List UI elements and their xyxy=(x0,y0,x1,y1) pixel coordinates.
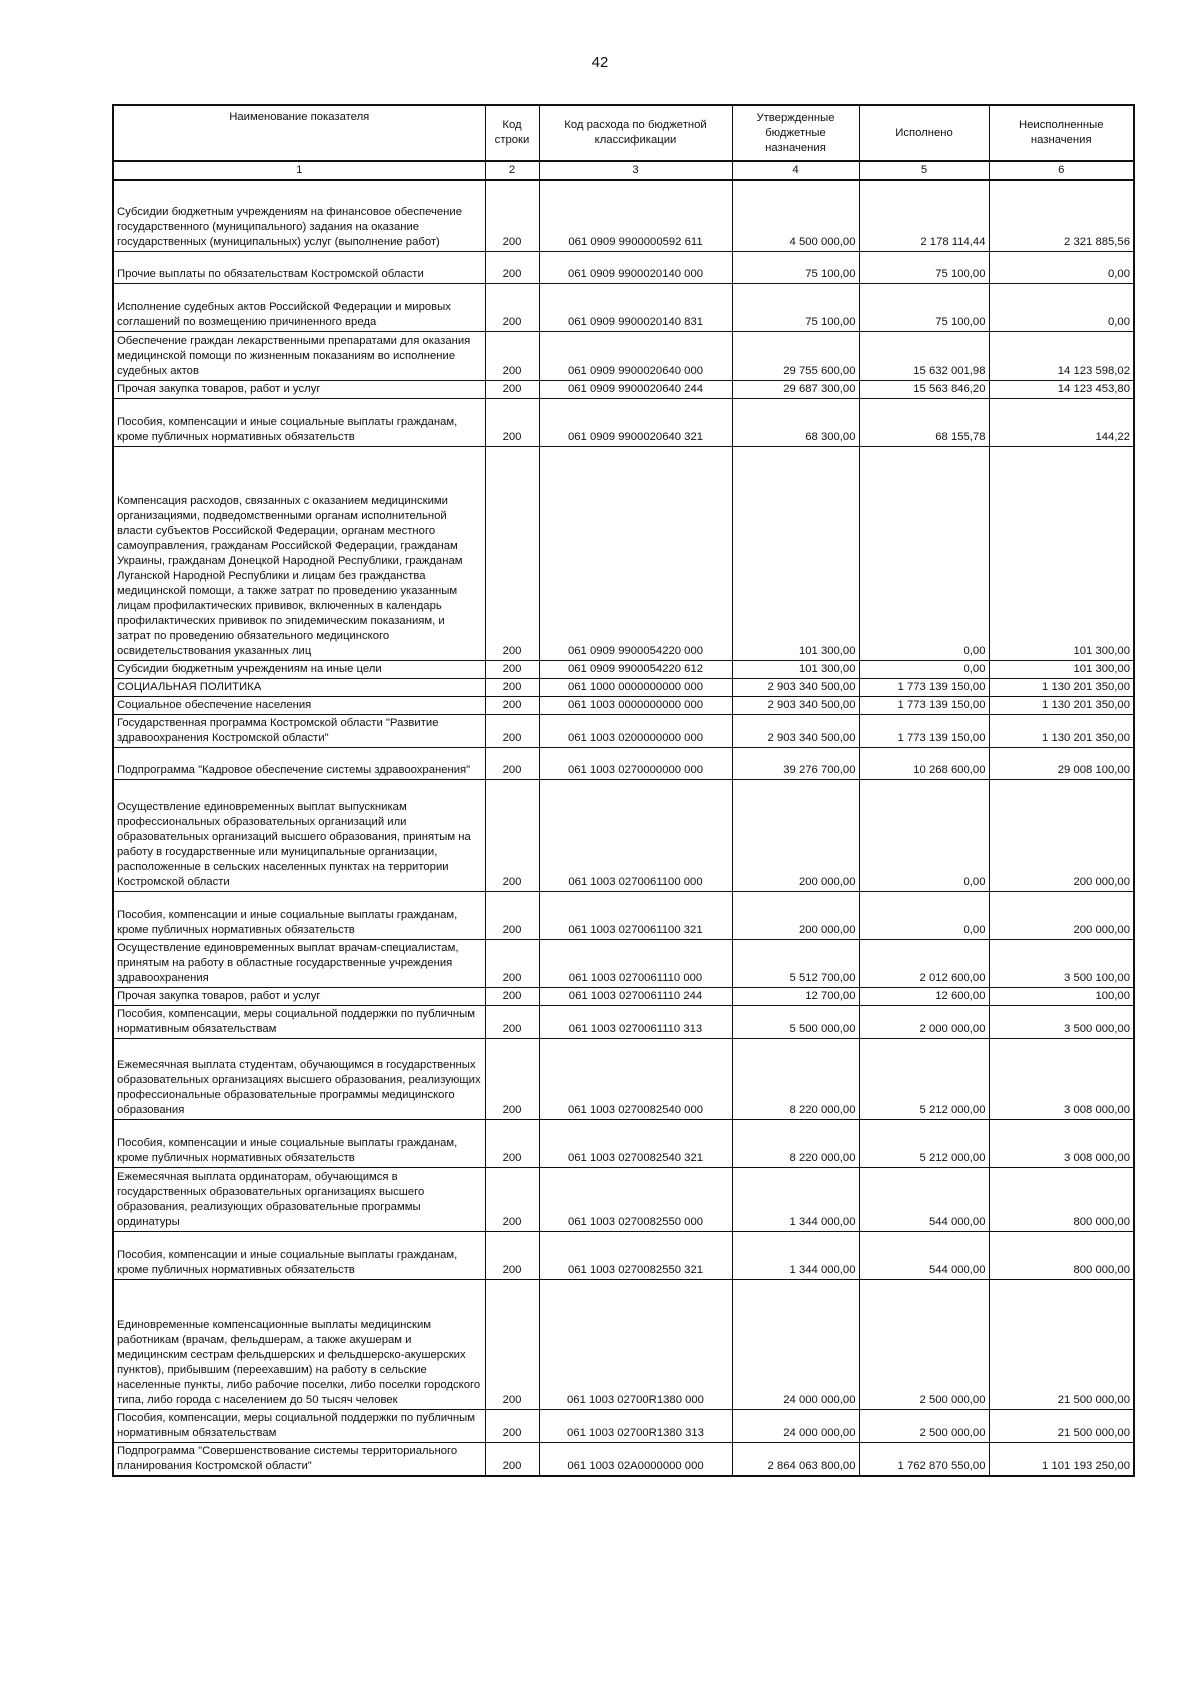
row-unexecuted: 0,00 xyxy=(989,251,1134,283)
header-unexecuted: Неисполненные назначения xyxy=(989,105,1134,161)
row-line-code: 200 xyxy=(485,696,539,714)
row-line-code: 200 xyxy=(485,779,539,891)
table-row xyxy=(113,779,1134,891)
table-row xyxy=(113,660,1134,678)
row-approved: 200 000,00 xyxy=(732,891,859,939)
row-budget-code: 061 1003 0200000000 000 xyxy=(539,714,732,747)
row-approved: 24 000 000,00 xyxy=(732,1409,859,1442)
table-row xyxy=(113,331,1134,380)
header-indicator-name: Наименование показателя xyxy=(113,105,485,161)
row-budget-code: 061 1003 0270061100 321 xyxy=(539,891,732,939)
row-approved: 68 300,00 xyxy=(732,398,859,446)
row-budget-code: 061 1003 0270082540 000 xyxy=(539,1038,732,1119)
row-line-code: 200 xyxy=(485,398,539,446)
row-line-code: 200 xyxy=(485,1119,539,1167)
row-name: Пособия, компенсации, меры социальной поддержки по публичным нормативным обязательствам xyxy=(113,1409,485,1442)
row-budget-code: 061 1003 0270082540 321 xyxy=(539,1119,732,1167)
header-executed: Исполнено xyxy=(859,105,989,161)
row-budget-code: 061 0909 9900020140 831 xyxy=(539,283,732,331)
row-line-code: 200 xyxy=(485,1231,539,1279)
table-row xyxy=(113,1038,1134,1119)
row-name: Государственная программа Костромской области "Развитие здравоохранения Костромской области" xyxy=(113,714,485,747)
row-name: Прочая закупка товаров, работ и услуг xyxy=(113,987,485,1005)
row-approved: 39 276 700,00 xyxy=(732,747,859,779)
column-number: 3 xyxy=(539,161,732,180)
row-name: Пособия, компенсации и иные социальные выплаты гражданам, кроме публичных нормативных обязательств xyxy=(113,398,485,446)
row-approved: 5 500 000,00 xyxy=(732,1005,859,1038)
row-unexecuted: 100,00 xyxy=(989,987,1134,1005)
table-row xyxy=(113,251,1134,283)
table-row xyxy=(113,380,1134,398)
row-budget-code: 061 1003 0270082550 000 xyxy=(539,1167,732,1231)
row-executed: 15 563 846,20 xyxy=(859,380,989,398)
row-line-code: 200 xyxy=(485,747,539,779)
row-unexecuted: 3 500 000,00 xyxy=(989,1005,1134,1038)
row-executed: 5 212 000,00 xyxy=(859,1038,989,1119)
row-unexecuted: 3 008 000,00 xyxy=(989,1119,1134,1167)
row-unexecuted: 3 500 100,00 xyxy=(989,939,1134,987)
row-line-code: 200 xyxy=(485,1167,539,1231)
row-executed: 1 773 139 150,00 xyxy=(859,696,989,714)
row-unexecuted: 144,22 xyxy=(989,398,1134,446)
budget-execution-table xyxy=(112,104,1135,1477)
row-executed: 1 773 139 150,00 xyxy=(859,678,989,696)
row-unexecuted: 800 000,00 xyxy=(989,1167,1134,1231)
row-unexecuted: 2 321 885,56 xyxy=(989,180,1134,251)
row-name: Исполнение судебных актов Российской Федерации и мировых соглашений по возмещению причиненного вреда xyxy=(113,283,485,331)
row-approved: 4 500 000,00 xyxy=(732,180,859,251)
row-name: Осуществление единовременных выплат выпускникам профессиональных образовательных организаций или образовательных организаций высшего образования, принятым на работу в государственные или муниципальные организации, расположенные в сельских населенных пунктах на территории Костромской области xyxy=(113,779,485,891)
table-row xyxy=(113,1119,1134,1167)
row-name: Прочие выплаты по обязательствам Костромской области xyxy=(113,251,485,283)
row-unexecuted: 1 130 201 350,00 xyxy=(989,714,1134,747)
row-name: Пособия, компенсации, меры социальной поддержки по публичным нормативным обязательствам xyxy=(113,1005,485,1038)
row-line-code: 200 xyxy=(485,446,539,660)
row-unexecuted: 200 000,00 xyxy=(989,779,1134,891)
row-unexecuted: 29 008 100,00 xyxy=(989,747,1134,779)
row-line-code: 200 xyxy=(485,891,539,939)
row-unexecuted: 800 000,00 xyxy=(989,1231,1134,1279)
row-approved: 24 000 000,00 xyxy=(732,1279,859,1409)
header-budget-classification-code: Код расхода по бюджетной классификации xyxy=(539,105,732,161)
row-budget-code: 061 1003 0270061110 244 xyxy=(539,987,732,1005)
column-number-row xyxy=(113,161,1134,180)
row-name: Единовременные компенсационные выплаты медицинским работникам (врачам, фельдшерам, а также акушерам и медицинским сестрам фельдшерских и фельдшерско-акушерских пунктов), прибывшим (переехавшим) на работу в сельские населенные пункты, либо рабочие поселки, либо поселки городского типа, либо города с населением до 50 тысяч человек xyxy=(113,1279,485,1409)
row-approved: 2 864 063 800,00 xyxy=(732,1442,859,1476)
row-line-code: 200 xyxy=(485,180,539,251)
row-unexecuted: 14 123 453,80 xyxy=(989,380,1134,398)
row-line-code: 200 xyxy=(485,251,539,283)
table-row xyxy=(113,747,1134,779)
row-executed: 75 100,00 xyxy=(859,251,989,283)
row-line-code: 200 xyxy=(485,1005,539,1038)
row-unexecuted: 14 123 598,02 xyxy=(989,331,1134,380)
column-number: 2 xyxy=(485,161,539,180)
row-name: СОЦИАЛЬНАЯ ПОЛИТИКА xyxy=(113,678,485,696)
table-row xyxy=(113,678,1134,696)
row-executed: 12 600,00 xyxy=(859,987,989,1005)
row-unexecuted: 21 500 000,00 xyxy=(989,1279,1134,1409)
row-line-code: 200 xyxy=(485,1038,539,1119)
row-budget-code: 061 1003 0000000000 000 xyxy=(539,696,732,714)
row-name: Пособия, компенсации и иные социальные выплаты гражданам, кроме публичных нормативных обязательств xyxy=(113,891,485,939)
row-budget-code: 061 1003 02700R1380 313 xyxy=(539,1409,732,1442)
row-unexecuted: 3 008 000,00 xyxy=(989,1038,1134,1119)
column-number: 4 xyxy=(732,161,859,180)
table-row xyxy=(113,939,1134,987)
row-executed: 5 212 000,00 xyxy=(859,1119,989,1167)
row-line-code: 200 xyxy=(485,660,539,678)
column-number: 6 xyxy=(989,161,1134,180)
row-unexecuted: 101 300,00 xyxy=(989,660,1134,678)
row-line-code: 200 xyxy=(485,1279,539,1409)
table-row xyxy=(113,1231,1134,1279)
header-line-code: Код строки xyxy=(485,105,539,161)
table-row xyxy=(113,1409,1134,1442)
row-unexecuted: 200 000,00 xyxy=(989,891,1134,939)
row-line-code: 200 xyxy=(485,987,539,1005)
table-row xyxy=(113,446,1134,660)
row-approved: 8 220 000,00 xyxy=(732,1038,859,1119)
row-name: Подпрограмма "Кадровое обеспечение системы здравоохранения" xyxy=(113,747,485,779)
table-row xyxy=(113,1167,1134,1231)
header-row xyxy=(113,105,1134,161)
table-row xyxy=(113,891,1134,939)
row-name: Субсидии бюджетным учреждениям на финансовое обеспечение государственного (муниципального) задания на оказание государственных (муниципальных) услуг (выполнение работ) xyxy=(113,180,485,251)
table-row xyxy=(113,283,1134,331)
row-name: Ежемесячная выплата студентам, обучающимся в государственных образовательных организациях высшего образования, реализующих профессиональные образовательные программы медицинского образования xyxy=(113,1038,485,1119)
row-line-code: 200 xyxy=(485,678,539,696)
row-budget-code: 061 1003 02А0000000 000 xyxy=(539,1442,732,1476)
row-approved: 2 903 340 500,00 xyxy=(732,714,859,747)
row-line-code: 200 xyxy=(485,939,539,987)
row-budget-code: 061 1003 0270061110 313 xyxy=(539,1005,732,1038)
row-executed: 68 155,78 xyxy=(859,398,989,446)
row-name: Ежемесячная выплата ординаторам, обучающимся в государственных образовательных организациях высшего образования, реализующих образовательные программы ординатуры xyxy=(113,1167,485,1231)
row-unexecuted: 21 500 000,00 xyxy=(989,1409,1134,1442)
table-row xyxy=(113,696,1134,714)
row-approved: 2 903 340 500,00 xyxy=(732,678,859,696)
row-budget-code: 061 1000 0000000000 000 xyxy=(539,678,732,696)
row-approved: 1 344 000,00 xyxy=(732,1167,859,1231)
row-executed: 2 500 000,00 xyxy=(859,1409,989,1442)
row-executed: 75 100,00 xyxy=(859,283,989,331)
row-name: Пособия, компенсации и иные социальные выплаты гражданам, кроме публичных нормативных обязательств xyxy=(113,1119,485,1167)
row-executed: 2 000 000,00 xyxy=(859,1005,989,1038)
row-executed: 544 000,00 xyxy=(859,1167,989,1231)
row-budget-code: 061 1003 0270000000 000 xyxy=(539,747,732,779)
table-row xyxy=(113,1005,1134,1038)
row-budget-code: 061 1003 0270082550 321 xyxy=(539,1231,732,1279)
row-approved: 12 700,00 xyxy=(732,987,859,1005)
row-approved: 1 344 000,00 xyxy=(732,1231,859,1279)
row-approved: 75 100,00 xyxy=(732,251,859,283)
table-row xyxy=(113,714,1134,747)
row-line-code: 200 xyxy=(485,380,539,398)
row-line-code: 200 xyxy=(485,714,539,747)
row-budget-code: 061 0909 9900020640 321 xyxy=(539,398,732,446)
row-name: Прочая закупка товаров, работ и услуг xyxy=(113,380,485,398)
column-number: 1 xyxy=(113,161,485,180)
row-unexecuted: 1 130 201 350,00 xyxy=(989,678,1134,696)
row-budget-code: 061 0909 9900054220 000 xyxy=(539,446,732,660)
row-name: Социальное обеспечение населения xyxy=(113,696,485,714)
row-approved: 101 300,00 xyxy=(732,446,859,660)
row-executed: 0,00 xyxy=(859,446,989,660)
row-approved: 29 755 600,00 xyxy=(732,331,859,380)
row-name: Осуществление единовременных выплат врачам-специалистам, принятым на работу в областные государственные учреждения здравоохранения xyxy=(113,939,485,987)
row-approved: 2 903 340 500,00 xyxy=(732,696,859,714)
row-executed: 10 268 600,00 xyxy=(859,747,989,779)
row-unexecuted: 1 130 201 350,00 xyxy=(989,696,1134,714)
row-approved: 75 100,00 xyxy=(732,283,859,331)
row-line-code: 200 xyxy=(485,331,539,380)
row-approved: 8 220 000,00 xyxy=(732,1119,859,1167)
row-budget-code: 061 1003 0270061110 000 xyxy=(539,939,732,987)
row-executed: 0,00 xyxy=(859,660,989,678)
row-budget-code: 061 1003 02700R1380 000 xyxy=(539,1279,732,1409)
row-line-code: 200 xyxy=(485,1409,539,1442)
column-number: 5 xyxy=(859,161,989,180)
row-name: Компенсация расходов, связанных с оказанием медицинскими организациями, подведомственными органам исполнительной власти субъектов Российской Федерации, органам местного самоуправления, гражданам Российской Федерации, гражданам Украины, гражданам Донецкой Народной Республики, гражданам Луганской Народной Республики и лицам без гражданства медицинской помощи, а также затрат по проведению указанным лицам профилактических прививок, включенных в календарь профилактических прививок по эпидемическим показаниям, и затрат по проведению обязательного медицинского освидетельствования указанных лиц xyxy=(113,446,485,660)
table-row xyxy=(113,1442,1134,1476)
row-unexecuted: 0,00 xyxy=(989,283,1134,331)
row-executed: 544 000,00 xyxy=(859,1231,989,1279)
row-unexecuted: 101 300,00 xyxy=(989,446,1134,660)
page-number: 42 xyxy=(591,54,609,71)
row-name: Обеспечение граждан лекарственными препаратами для оказания медицинской помощи по жизненным показаниям во исполнение судебных актов xyxy=(113,331,485,380)
row-line-code: 200 xyxy=(485,1442,539,1476)
row-budget-code: 061 0909 9900000592 611 xyxy=(539,180,732,251)
row-approved: 101 300,00 xyxy=(732,660,859,678)
table-row xyxy=(113,987,1134,1005)
header-approved: Утвержденные бюджетные назначения xyxy=(732,105,859,161)
row-name: Подпрограмма "Совершенствование системы территориального планирования Костромской области" xyxy=(113,1442,485,1476)
row-executed: 2 178 114,44 xyxy=(859,180,989,251)
row-budget-code: 061 0909 9900020640 244 xyxy=(539,380,732,398)
row-unexecuted: 1 101 193 250,00 xyxy=(989,1442,1134,1476)
table-row xyxy=(113,180,1134,251)
row-name: Субсидии бюджетным учреждениям на иные цели xyxy=(113,660,485,678)
row-approved: 29 687 300,00 xyxy=(732,380,859,398)
table-row xyxy=(113,398,1134,446)
row-executed: 0,00 xyxy=(859,891,989,939)
row-executed: 2 500 000,00 xyxy=(859,1279,989,1409)
row-name: Пособия, компенсации и иные социальные выплаты гражданам, кроме публичных нормативных обязательств xyxy=(113,1231,485,1279)
row-budget-code: 061 1003 0270061100 000 xyxy=(539,779,732,891)
row-executed: 2 012 600,00 xyxy=(859,939,989,987)
row-budget-code: 061 0909 9900020640 000 xyxy=(539,331,732,380)
row-approved: 5 512 700,00 xyxy=(732,939,859,987)
row-executed: 1 773 139 150,00 xyxy=(859,714,989,747)
row-budget-code: 061 0909 9900020140 000 xyxy=(539,251,732,283)
row-budget-code: 061 0909 9900054220 612 xyxy=(539,660,732,678)
row-executed: 1 762 870 550,00 xyxy=(859,1442,989,1476)
row-line-code: 200 xyxy=(485,283,539,331)
row-executed: 15 632 001,98 xyxy=(859,331,989,380)
row-executed: 0,00 xyxy=(859,779,989,891)
table-row xyxy=(113,1279,1134,1409)
row-approved: 200 000,00 xyxy=(732,779,859,891)
